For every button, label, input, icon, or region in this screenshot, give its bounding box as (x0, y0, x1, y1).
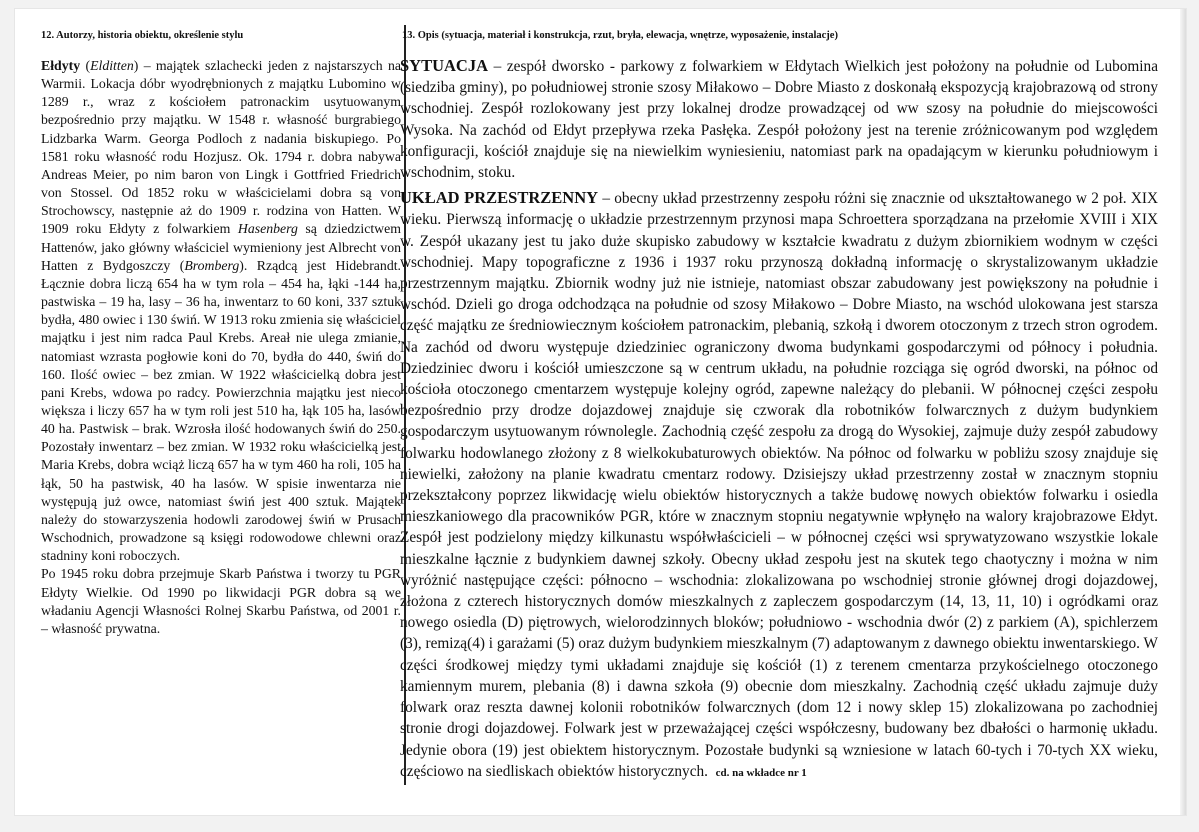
continuation-note: cd. na wkładce nr 1 (715, 766, 807, 779)
history-section-header: 12. Autorzy, historia obiektu, określenie stylu (41, 30, 244, 41)
sheet-edge-shadow (1180, 9, 1186, 815)
history-paragraph-1: Ełdyty (Elditten) – majątek szlachecki jeden z najstarszych na Warmii. Lokacja dóbr wyodrębnionych z majątku Lubomino w 1289 r., wraz z kościołem patronackim usytuowanym bezpośrednio przy majątku. W 1548 r. własność burgrabiego Lidzbarka Warm. Georga Podloch z nadania biskupiego. Po 1581 roku własność rodu Hozjusz. Ok. 1794 r. dobra nabywa Andreas Meier, po nim baron von Lingk i Gottfried Friedrich von Stossel. Od 1852 roku w właścicielami dobra są von Strochowscy, następnie aż do 1909 r. rodzina von Hatten. W 1909 roku Ełdyty z folwarkiem Hasenberg są dziedzictwem Hattenów, jako główny właściciel wymieniony jest Albrecht von Hatten z Bydgoszczy (Bromberg). Rządcą jest Hidebrandt. Łącznie dobra liczą 654 ha w tym rola – 454 ha, łąki -144 ha, pastwiska – 19 ha, lasy – 36 ha, inwentarz to 60 koni, 337 sztuk bydła, 480 owiec i 130 świń. W 1913 roku zmienia się właściciel majątku i jest nim radca Paul Krebs. Areał nie ulega zmianie, natomiast wzrasta pogłowie koni do 70, bydła do 440, świń do 160. Ilość owiec – bez zmian. W 1922 właścicielką dobra jest pani Krebs, wdowa po radcy. Powierzchnia majątku jest nieco większa i liczy 657 ha w tym roli jest 510 ha, łąk 105 ha, lasów 40 ha. Pastwisk – brak. Wzrosła ilość hodowanych świń do 250. Pozostały inwentarz – bez zmian. W 1932 roku właścicielką jest Maria Krebs, dobra wciąż liczą 657 ha w tym 460 ha roli, 105 ha łąk, 50 ha pastwisk, 40 ha lasów. W spisie inwentarza nie występują już owce, natomiast świń jest 400 sztuk. Majątek należy do stowarzyszenia hodowli zarodowej świń w Prusach Wschodnich, prowadzone są księgi rodowodowe chlewni oraz stadniny koni roboczych. (41, 58, 401, 564)
description-section-header: 13. Opis (sytuacja, materiał i konstrukcja, rzut, bryła, elewacja, wnętrze, wyposażenie, instalacje) (402, 30, 838, 41)
bromberg-name: Bromberg (184, 257, 240, 273)
german-name: Elditten (90, 58, 134, 73)
history-column (41, 57, 401, 638)
situation-text: – zespół dworsko - parkowy z folwarkiem w Ełdytach Wielkich jest położony na południe od Lubomina (siedziba gminy), po południowej stronie szosy Miłakowo – Dobre Miasto z doskonałą ekspozycją krajobrazową od strony wschodniej. Zespół rozlokowany jest przy lokalnej drodze prowadzącej od ww szosy na południe do miejscowości Wysoka. Na zachód od Ełdyt przepływa rzeka Pasłęka. Zespół położony jest na terenie zróżnicowanym pod względem konfiguracji, kościół znajduje się na niewielkim wyniesieniu, natomiast park na opadającym w kierunku południowym i wschodnim, stoku. (400, 58, 1158, 182)
estate-name: Ełdyty (41, 58, 81, 73)
situation-label: SYTUACJA (400, 56, 489, 75)
hasenberg-name: Hasenberg (237, 221, 298, 237)
layout-label: UKŁAD PRZESTRZENNY (400, 188, 599, 208)
layout-paragraph (400, 187, 1158, 784)
history-paragraph-2: Po 1945 roku dobra przejmuje Skarb Państwa i tworzy tu PGR Ełdyty Wielkie. Od 1990 po likwidacji PGR dobra są we władaniu Agencji Własności Rolnej Skarbu Państwa, od 2001 r. – własność prywatna. (41, 566, 401, 636)
layout-text: – obecny układ przestrzenny zespołu różni się znacznie od ukształtowanego w 2 poł. XIX wieku. Pierwszą informację o układzie przestrzennym przynosi mapa Schroettera sporządzana na przełomie XVIII i XIX w. Zespół ukazany jest tu jako duże skupisko zabudowy w kształcie kwadratu z dużym zbiornikiem wodnym w części wschodniej. Mapy topograficzne z 1936 i 1937 roku przynoszą dokładną informację o skrystalizowanym układzie przestrzennym majątku. Zbiornik wodny już nie istnieje, natomiast obszar zabudowany jest powiększony na południe i wschód. Dzieli go droga odchodząca na południe od szosy Miłakowo – Dobre Miasto, na wschód ulokowana jest starsza część majątku ze średniowiecznym kościołem patronackim, plebanią, szkołą i dworem otoczonym z trzech stron ogrodem. Na zachód od dworu występuje dziedziniec ograniczony dwoma budynkami gospodarczymi od północy i południa. Dziedziniec dworu i kościół umieszczone są w centrum układu, na południe rozciąga się ogród dworski, na północ od kościoła otoczonego cmentarzem występuje kolejny ogród, zapewne należący do plebanii. W północnej części zespołu bezpośrednio przy drodze dojazdowej znajduje się czworak dla robotników folwarcznych z dużym budynkiem gospodarczym usytuowanym równolegle. Zachodnią część zespołu za drogą do Wysokiej, zajmuje duży zespół zabudowy folwarku hodowlanego złożony z 8 wielkokubaturowych obiektów. Na północ od folwarku w pobliżu szosy znajduje się niewielki, założony na planie kwadratu cmentarz rodowy. Dzisiejszy układ przestrzenny został w znacznym stopniu przekształcony poprzez likwidację wielu obiektów historycznych a także budowę nowych obiektów folwarku i osiedla mieszkaniowego dla pracowników PGR, które w znacznym stopniu negatywnie wpłynęło na walory krajobrazowe Ełdyt. Zespół jest podzielony między kilkunastu współwłaścicieli – w północnej części wsi sprywatyzowano wszystkie lokale mieszkalne łącznie z budynkiem dawnej szkoły. Obecny układ zespołu jest na skutek tego chaotyczny i można w nim wyróżnić następujące części: północno – wschodnia: zlokalizowana po wschodniej stronie głównej drogi dojazdowej, złożona z czterech historycznych domów mieszkalnych z zapleczem gospodarczym (14, 13, 11, 10) i ogródkami oraz nowego osiedla (D) piętrowych, wielorodzinnych bloków; południowo - wschodnia dwór (2) z parkiem (A), spichlerzem (3), remizą(4) i garażami (5) oraz dużym budynkiem mieszkalnym (7) adaptowanym z dawnego obiektu inwentarskiego. W części środkowej między tymi układami znajduje się kościół (1) z terenem cmentarza przykościelnego otoczonego kamiennym murem, plebania (8) i dawna szkoła (9) obecnie dom mieszkalny. Zachodnią część układu zajmuje duży folwark oraz reszta dawnej kolonii robotników folwarcznych (dom 12 i nowy sklep 15) zlokalizowana po zachodniej stronie drogi dojazdowej. Folwark jest w przeważającej części współczesny, budowany bez dbałości o harmonię układu. Jedynie obora (19) jest obiektem historycznym. Pozostałe budynki są wzniesione w latach 60-tych i 70-tych XX wieku, częściowo na siedliskach obiektów historycznych. (400, 190, 1159, 780)
description-column (400, 55, 1158, 784)
document-sheet (14, 8, 1187, 816)
situation-paragraph (400, 55, 1158, 183)
